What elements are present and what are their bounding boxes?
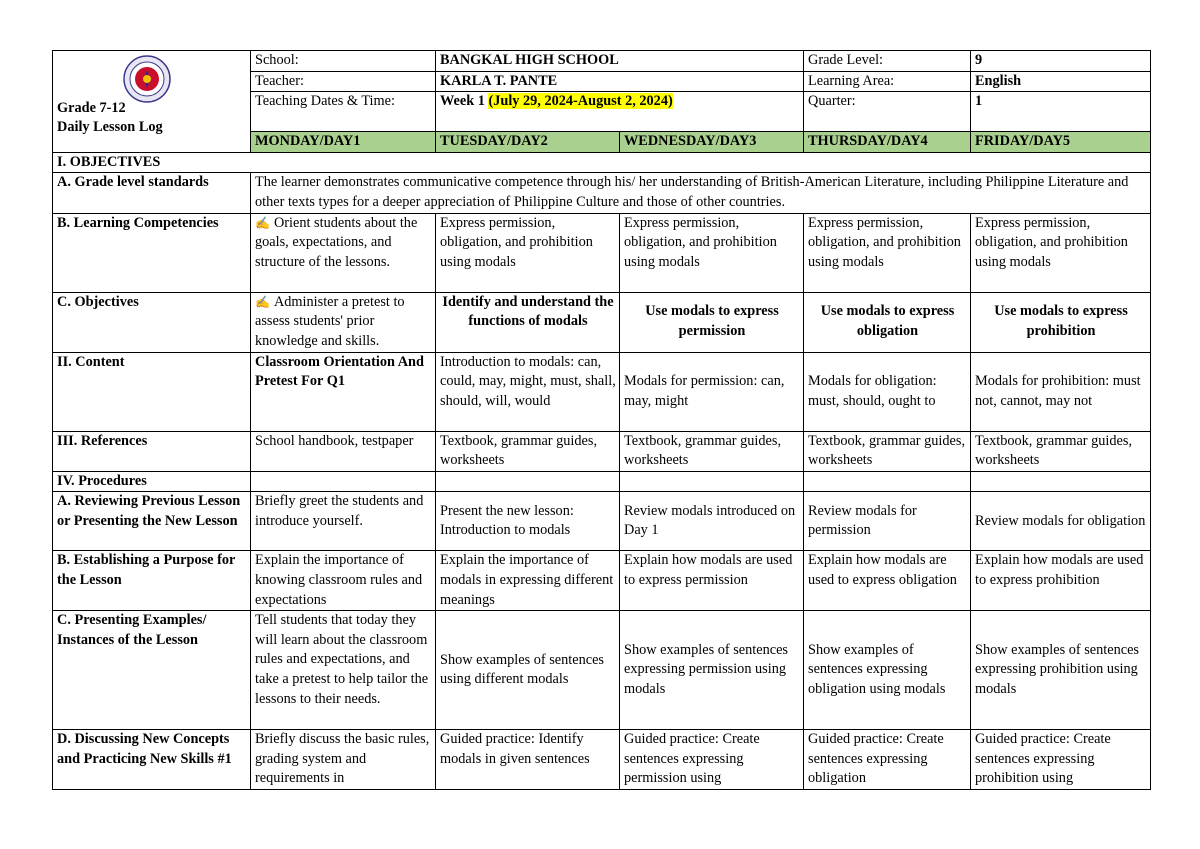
procedure-b-day5: Explain how modals are used to express prohibition (971, 551, 1151, 611)
standards-text: The learner demonstrates communicative competence through his/ her understanding of British-American Literature, including Philippine Literature and other texts types for a deeper appreciation of Philippine Culture and those of other countries. (251, 173, 1151, 213)
procedure-b-day2: Explain the importance of modals in expressing different meanings (436, 551, 620, 611)
procedures-empty-2 (436, 471, 620, 492)
objective-day1 (251, 292, 436, 352)
procedures-empty-1 (251, 471, 436, 492)
procedure-a-day1: Briefly greet the students and introduce yourself. (251, 492, 436, 551)
log-title-cell (53, 51, 251, 153)
content-day1: Classroom Orientation And Pretest For Q1 (251, 352, 436, 431)
procedure-d-label: D. Discussing New Concepts and Practicing New Skills #1 (53, 730, 251, 790)
procedure-b-day1: Explain the importance of knowing classroom rules and expectations (251, 551, 436, 611)
procedure-a-day4: Review modals for permission (804, 492, 971, 551)
procedure-c-day3: Show examples of sentences expressing permission using modals (620, 611, 804, 730)
competency-day1 (251, 213, 436, 292)
day-header-2: TUESDAY/DAY2 (436, 132, 620, 153)
quarter-value: 1 (971, 92, 1151, 132)
teacher-label: Teacher: (251, 71, 436, 92)
procedure-a-day2: Present the new lesson: Introduction to modals (436, 492, 620, 551)
objectives-heading: I. OBJECTIVES (53, 152, 1151, 173)
dates-label: Teaching Dates & Time: (251, 92, 436, 132)
daily-lesson-log-sheet (52, 50, 1150, 790)
competency-day2: Express permission, obligation, and prohibition using modals (436, 213, 620, 292)
procedure-c-day1: Tell students that today they will learn about the classroom rules and expectations, and take a pretest to help tailor the lessons to their needs. (251, 611, 436, 730)
procedure-c-day4: Show examples of sentences expressing obligation using modals (804, 611, 971, 730)
procedure-b-label: B. Establishing a Purpose for the Lesson (53, 551, 251, 611)
day-header-5: FRIDAY/DAY5 (971, 132, 1151, 153)
objective-day1-text: Administer a pretest to assess students' prior knowledge and skills. (255, 293, 405, 349)
content-day3: Modals for permission: can, may, might (620, 352, 804, 431)
procedure-b-day3: Explain how modals are used to express permission (620, 551, 804, 611)
objective-day4: Use modals to express obligation (804, 292, 971, 352)
procedure-a-label: A. Reviewing Previous Lesson or Presenting the New Lesson (53, 492, 251, 551)
procedure-c-label: C. Presenting Examples/ Instances of the Lesson (53, 611, 251, 730)
area-label: Learning Area: (804, 71, 971, 92)
procedures-empty-5 (971, 471, 1151, 492)
procedure-c-day2: Show examples of sentences using different modals (436, 611, 620, 730)
procedures-heading: IV. Procedures (53, 471, 251, 492)
procedure-d-day1: Briefly discuss the basic rules, grading system and requirements in (251, 730, 436, 790)
procedure-a-day5: Review modals for obligation (971, 492, 1151, 551)
day-header-3: WEDNESDAY/DAY3 (620, 132, 804, 153)
objective-day2: Identify and understand the functions of modals (436, 292, 620, 352)
references-day2: Textbook, grammar guides, worksheets (436, 431, 620, 471)
procedure-d-day5: Guided practice: Create sentences expressing prohibition using (971, 730, 1151, 790)
log-title-line2: Daily Lesson Log (57, 119, 163, 136)
competencies-label: B. Learning Competencies (53, 213, 251, 292)
content-day2: Introduction to modals: can, could, may, might, must, shall, should, will, would (436, 352, 620, 431)
procedure-d-day4: Guided practice: Create sentences expressing obligation (804, 730, 971, 790)
objective-day3: Use modals to express permission (620, 292, 804, 352)
competency-day3: Express permission, obligation, and prohibition using modals (620, 213, 804, 292)
procedure-c-day5: Show examples of sentences expressing prohibition using modals (971, 611, 1151, 730)
competency-day1-text: Orient students about the goals, expectations, and structure of the lessons. (255, 214, 418, 270)
procedure-d-day2: Guided practice: Identify modals in given sentences (436, 730, 620, 790)
lesson-log-table (52, 50, 1151, 790)
references-day1: School handbook, testpaper (251, 431, 436, 471)
quarter-label: Quarter: (804, 92, 971, 132)
procedure-b-day4: Explain how modals are used to express obligation (804, 551, 971, 611)
dates-range: (July 29, 2024-August 2, 2024) (488, 93, 673, 110)
grade-value: 9 (971, 51, 1151, 72)
objective-day5: Use modals to express prohibition (971, 292, 1151, 352)
content-day4: Modals for obligation: must, should, ought to (804, 352, 971, 431)
procedures-empty-3 (620, 471, 804, 492)
objectives-label: C. Objectives (53, 292, 251, 352)
competency-day4: Express permission, obligation, and prohibition using modals (804, 213, 971, 292)
content-label: II. Content (53, 352, 251, 431)
competency-day5: Express permission, obligation, and prohibition using modals (971, 213, 1151, 292)
content-day5: Modals for prohibition: must not, cannot, may not (971, 352, 1151, 431)
log-title-line1: Grade 7-12 (57, 99, 126, 116)
day-header-4: THURSDAY/DAY4 (804, 132, 971, 153)
dates-value (436, 92, 804, 132)
standards-label: A. Grade level standards (53, 173, 251, 213)
day-header-1: MONDAY/DAY1 (251, 132, 436, 153)
procedures-empty-4 (804, 471, 971, 492)
dates-week: Week 1 (440, 93, 485, 110)
teacher-value: KARLA T. PANTE (436, 71, 804, 92)
references-label: III. References (53, 431, 251, 471)
deped-seal-icon (123, 55, 171, 103)
grade-label: Grade Level: (804, 51, 971, 72)
references-day5: Textbook, grammar guides, worksheets (971, 431, 1151, 471)
procedure-d-day3: Guided practice: Create sentences expressing permission using (620, 730, 804, 790)
references-day3: Textbook, grammar guides, worksheets (620, 431, 804, 471)
school-value: BANGKAL HIGH SCHOOL (436, 51, 804, 72)
procedure-a-day3: Review modals introduced on Day 1 (620, 492, 804, 551)
note-icon: ✍ (255, 294, 270, 309)
area-value: English (971, 71, 1151, 92)
references-day4: Textbook, grammar guides, worksheets (804, 431, 971, 471)
note-icon: ✍ (255, 215, 270, 230)
school-label: School: (251, 51, 436, 72)
